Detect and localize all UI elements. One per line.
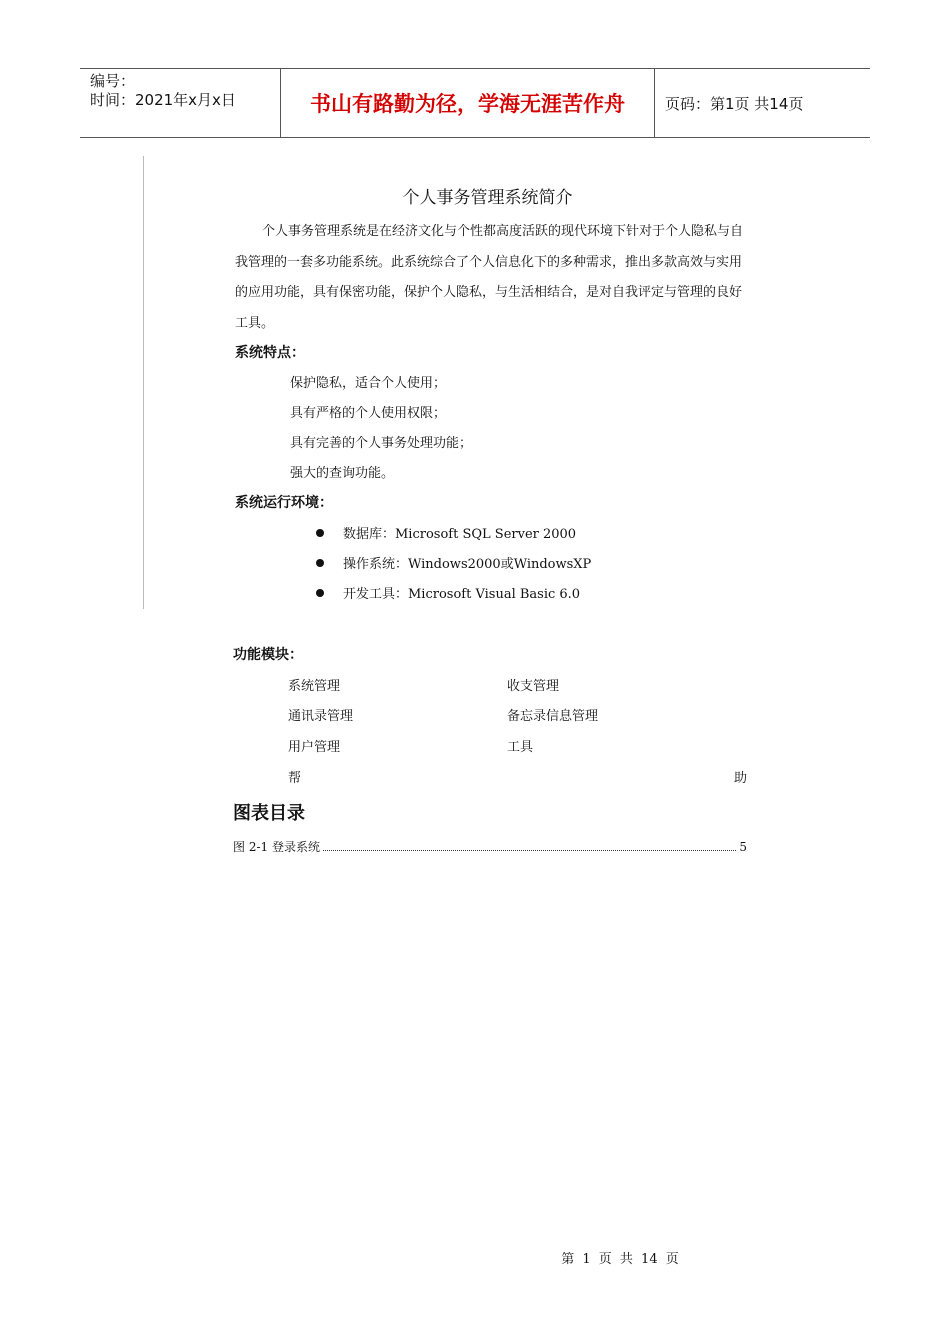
document-title: 个人事务管理系统简介 — [402, 188, 573, 208]
toc-entry-label: 图 2-1 登录系统 — [233, 840, 320, 854]
code-label: 编号： — [90, 72, 136, 90]
bullet-icon — [316, 559, 324, 567]
module-item: 助 — [734, 771, 748, 786]
intro-paragraph: 个人事务管理系统是在经济文化与个性都高度活跃的现代环境下针对于个人隐私与自我管理的一套多功能系统。此系统综合了个人信息化下的多种需求，推出多款高效与实用的应用功能，具有保密功能，保护个人隐私，与生活相结合，是对自我评定与管理的良好工具。 — [235, 224, 744, 331]
environment-item — [316, 553, 591, 572]
page-header — [80, 68, 870, 138]
time-label: 时间：2021年x月x日 — [90, 91, 236, 109]
toc-entry[interactable] — [233, 838, 747, 855]
module-item: 收支管理 — [507, 679, 560, 694]
environment-item-text: 操作系统：Windows2000或WindowsXP — [343, 557, 592, 572]
toc-entry-page: 5 — [739, 840, 747, 854]
bullet-icon — [316, 529, 324, 537]
header-page-info: 页码：第1页 共14页 — [665, 94, 804, 113]
toc-leader — [323, 840, 736, 851]
feature-item: 保护隐私，适合个人使用； — [290, 376, 447, 391]
module-item: 用户管理 — [288, 740, 341, 755]
environment-item-text: 开发工具：Microsoft Visual Basic 6.0 — [343, 587, 581, 602]
environment-item — [316, 583, 580, 602]
module-item: 帮 — [288, 771, 302, 786]
environment-heading: 系统运行环境： — [235, 495, 333, 511]
feature-item: 具有完善的个人事务处理功能； — [290, 436, 473, 451]
module-item: 工具 — [507, 740, 534, 755]
environment-item — [316, 523, 576, 542]
feature-item: 具有严格的个人使用权限； — [290, 406, 447, 421]
environment-item-text: 数据库：Microsoft SQL Server 2000 — [343, 527, 577, 542]
toc-heading: 图表目录 — [233, 803, 305, 824]
page-footer: 第 1 页 共 14 页 — [561, 1252, 679, 1267]
features-heading: 系统特点： — [235, 345, 305, 361]
feature-item: 强大的查询功能。 — [290, 466, 395, 481]
bullet-icon — [316, 589, 324, 597]
margin-line — [143, 156, 144, 609]
header-motto: 书山有路勤为径，学海无涯苦作舟 — [281, 69, 655, 137]
header-meta — [80, 69, 281, 137]
module-item: 通讯录管理 — [288, 709, 354, 724]
modules-heading: 功能模块： — [233, 647, 303, 663]
module-item: 备忘录信息管理 — [507, 709, 599, 724]
module-item: 系统管理 — [288, 679, 341, 694]
